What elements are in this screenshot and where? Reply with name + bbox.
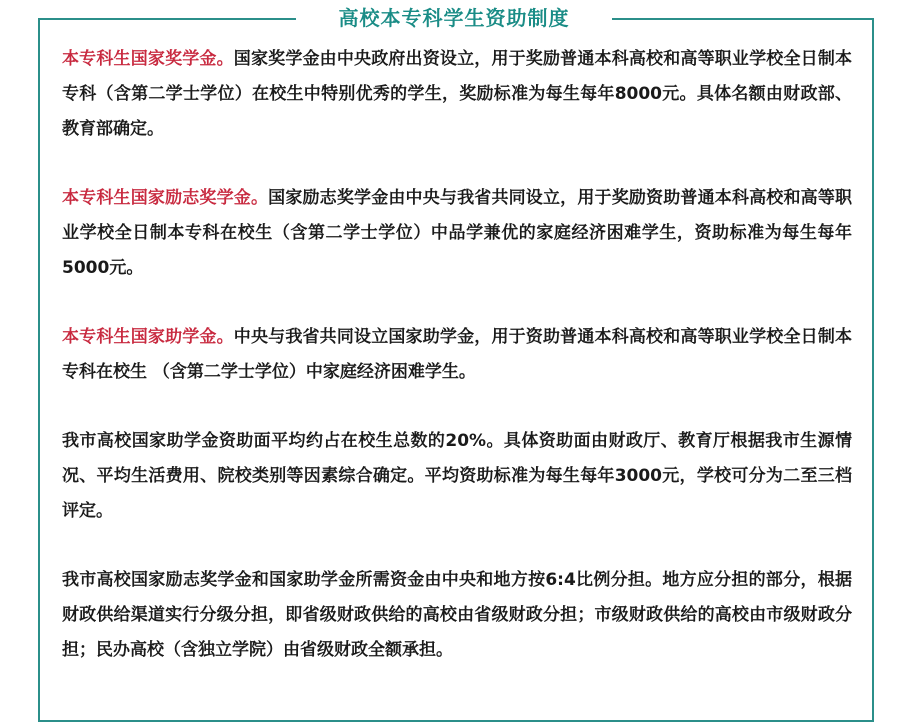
paragraph-text: 国家励志奖学金由中央与我省共同设立，用于奖励资助普通本科高校和高等职业学校全日制本专科在校生（含第二学士学位）中品学兼优的家庭经济困难学生，资助标准为每生每年5000元。 — [62, 188, 853, 278]
paragraph-text: 国家奖学金由中央政府出资设立，用于奖励普通本科高校和高等职业学校全日制本专科（含第二学士学位）在校生中特别优秀的学生，奖励标准为每生每年8000元。具体名额由财政部、教育部确定。 — [62, 49, 853, 139]
paragraph-text: 我市高校国家励志奖学金和国家助学金所需资金由中央和地方按6:4比例分担。地方应分担的部分，根据财政供给渠道实行分级分担，即省级财政供给的高校由省级财政分担；市级财政供给的高校由市级财政分担；民办高校（含独立学院）由省级财政全额承担。 — [62, 570, 852, 660]
paragraph-heading: 本专科生国家助学金。 — [62, 327, 234, 347]
frame-top-left-line — [38, 18, 296, 20]
paragraph-text: 中央与我省共同设立国家助学金，用于资助普通本科高校和高等职业学校全日制本专科在校生 （含第二学士学位）中家庭经济困难学生。 — [62, 327, 853, 382]
paragraph-funding-split — [62, 563, 852, 668]
content-body — [62, 42, 852, 702]
paragraph-heading: 本专科生国家奖学金。 — [62, 49, 234, 69]
paragraph-heading: 本专科生国家励志奖学金。 — [62, 188, 269, 208]
page-title: 高校本专科学生资助制度 — [338, 6, 570, 30]
paragraph-encouragement-scholarship — [62, 181, 852, 286]
paragraph-national-scholarship — [62, 42, 852, 147]
paragraph-grant-coverage — [62, 424, 852, 529]
frame-top-right-line — [612, 18, 874, 20]
paragraph-text: 我市高校国家助学金资助面平均约占在校生总数的20%。具体资助面由财政厅、教育厅根据我市生源情况、平均生活费用、院校类别等因素综合确定。平均资助标准为每生每年3000元，学校可分为二至三档评定。 — [62, 431, 852, 521]
paragraph-national-grant — [62, 320, 852, 390]
